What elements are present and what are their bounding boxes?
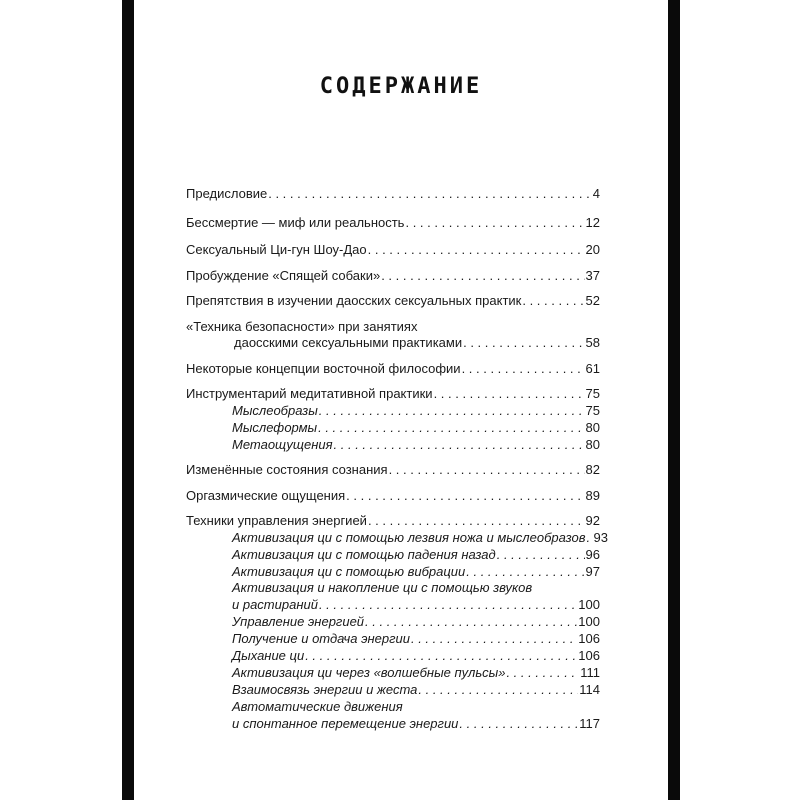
- page-edge-right: [668, 0, 680, 800]
- toc-subentry: [232, 547, 600, 563]
- toc-page-number: 106: [578, 648, 600, 663]
- toc-entry-label: Активизация ци с помощью лезвия ножа и мыслеобразов: [232, 530, 586, 545]
- toc-leader: [389, 462, 585, 478]
- toc-entry: [186, 293, 600, 309]
- toc-subentry: [232, 614, 600, 630]
- toc-page-number: 80: [585, 437, 600, 452]
- toc-entry: [186, 186, 600, 202]
- toc-entry-label: Инструментарий медитативной практики: [186, 386, 433, 401]
- toc-subentry: [232, 420, 600, 436]
- toc-subentry: [232, 665, 600, 681]
- toc-leader: [418, 682, 578, 698]
- toc-leader: [268, 186, 592, 202]
- toc-page-number: 92: [585, 513, 600, 528]
- toc-entry: [186, 462, 600, 478]
- toc-leader: [463, 335, 584, 351]
- toc-leader: [462, 361, 585, 377]
- toc-entry-label: Предисловие: [186, 186, 268, 201]
- toc-entry: [186, 386, 600, 402]
- toc-entry-label: Получение и отдача энергии: [232, 631, 410, 646]
- toc-leader: [411, 631, 577, 647]
- toc-leader: [497, 547, 585, 563]
- toc-subentry: [232, 631, 600, 647]
- toc-page-number: 100: [578, 597, 600, 612]
- toc-page-number: 106: [578, 631, 600, 646]
- toc-entry-label: Взаимосвязь энергии и жеста: [232, 682, 418, 697]
- toc-page-number: 4: [592, 186, 600, 201]
- toc-leader: [368, 242, 585, 258]
- toc-entry-label: и спонтанное перемещение энергии: [232, 716, 459, 731]
- toc-subentry: [232, 597, 600, 613]
- toc-page-number: 12: [585, 215, 600, 230]
- toc-subentry: [232, 403, 600, 419]
- toc-page-number: 96: [585, 547, 600, 562]
- toc-entry-label: Некоторые концепции восточной философии: [186, 361, 461, 376]
- toc-leader: [506, 665, 579, 681]
- toc-subentry: [232, 682, 600, 698]
- toc-entry-label: Управление энергией: [232, 614, 365, 629]
- toc-subentry: [232, 530, 608, 546]
- toc-page-number: 37: [585, 268, 600, 283]
- toc-page-number: 75: [585, 403, 600, 418]
- toc-leader: [405, 215, 584, 231]
- toc-leader: [459, 716, 578, 732]
- toc-entry-label: Оргазмические ощущения: [186, 488, 346, 503]
- toc-entry-label-line1: Автоматические движения: [232, 699, 403, 714]
- toc-entry-label: Метаощущения: [232, 437, 333, 452]
- toc-page-number: 100: [578, 614, 600, 629]
- toc-entry-label-line1: «Техника безопасности» при занятиях: [186, 319, 418, 334]
- toc-entry: [186, 513, 600, 529]
- toc-subentry: [232, 437, 600, 453]
- page-title: СОДЕРЖАНИЕ: [319, 74, 483, 99]
- toc-page-number: 93: [593, 530, 608, 545]
- toc-page-number: 89: [585, 488, 600, 503]
- toc-leader: [305, 648, 577, 664]
- toc-page-number: 117: [579, 716, 600, 731]
- toc-entry-label: Дыхание ци: [232, 648, 305, 663]
- toc-entry-label: Мыслеобразы: [232, 403, 318, 418]
- page-edge-left: [122, 0, 134, 800]
- toc-leader: [365, 614, 577, 630]
- toc-entry: [186, 488, 600, 504]
- toc-page-number: 52: [585, 293, 600, 308]
- toc-entry: [186, 361, 600, 377]
- toc-entry-label: Бессмертие — миф или реальность: [186, 215, 405, 230]
- toc-leader: [522, 293, 584, 309]
- toc-leader: [381, 268, 584, 284]
- toc-leader: [318, 420, 584, 436]
- toc-entry: [234, 335, 600, 351]
- toc-page-number: 111: [580, 665, 600, 680]
- toc-entry-label: Пробуждение «Спящей собаки»: [186, 268, 381, 283]
- toc-subentry: [232, 716, 600, 732]
- toc-entry-label: и растираний: [232, 597, 318, 612]
- toc-entry-label: даосскими сексуальными практиками: [234, 335, 463, 350]
- toc-entry-label: Активизация ци с помощью падения назад: [232, 547, 496, 562]
- toc-leader: [434, 386, 585, 402]
- toc-leader: [346, 488, 584, 504]
- toc-leader: [466, 564, 584, 580]
- toc-page-number: 75: [585, 386, 600, 401]
- toc-leader: [319, 597, 577, 613]
- toc-subentry: [232, 648, 600, 664]
- toc-entry-label: Препятствия в изучении даосских сексуальных практик: [186, 293, 522, 308]
- toc-entry-label: Активизация ци через «волшебные пульсы»: [232, 665, 506, 680]
- toc-entry-label: Мыслеформы: [232, 420, 318, 435]
- toc-page-number: 80: [585, 420, 600, 435]
- toc-entry: [186, 242, 600, 258]
- toc-entry-label: Активизация ци с помощью вибрации: [232, 564, 466, 579]
- toc-entry-label-line1: Активизация и накопление ци с помощью звуков: [232, 580, 533, 595]
- toc-leader: [319, 403, 585, 419]
- toc-leader: [587, 530, 593, 546]
- book-page: [134, 0, 668, 800]
- toc-page-number: 20: [585, 242, 600, 257]
- toc-entry-label: Сексуальный Ци-гун Шоу-Дао: [186, 242, 367, 257]
- toc-leader: [368, 513, 585, 529]
- toc-page-number: 97: [585, 564, 600, 579]
- toc-entry: [186, 215, 600, 231]
- toc-page-number: 61: [585, 361, 600, 376]
- toc-page-number: 114: [579, 682, 600, 697]
- toc-page-number: 58: [585, 335, 600, 350]
- toc-leader: [334, 437, 585, 453]
- toc-entry-label: Техники управления энергией: [186, 513, 367, 528]
- toc-entry: [186, 268, 600, 284]
- toc-entry-label: Изменённые состояния сознания: [186, 462, 388, 477]
- toc-page-number: 82: [585, 462, 600, 477]
- toc-subentry: [232, 564, 600, 580]
